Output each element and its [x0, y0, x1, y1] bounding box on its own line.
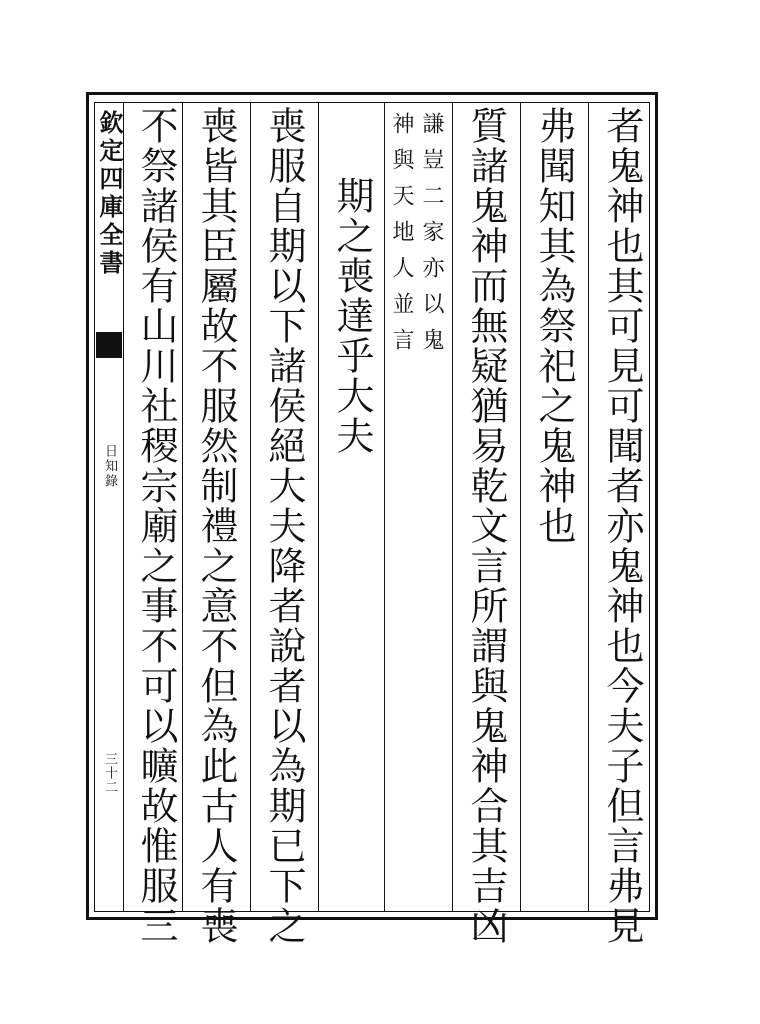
column-divider: [250, 102, 251, 912]
annotation-column-1: 謙豈二家亦以鬼: [419, 112, 444, 364]
text-column-1: 者鬼神也其可見可聞者亦鬼神也今夫子但言弗見: [600, 106, 644, 946]
column-divider: [384, 102, 385, 912]
annotation-column-2: 神與天地人並言: [389, 112, 414, 364]
collection-title: 欽定四庫全書: [95, 110, 124, 278]
text-column-3: 質諸鬼神而無疑猶易乾文言所謂與鬼神合其吉凶: [464, 106, 508, 946]
fishtail-mark: [96, 332, 122, 358]
text-column-6: 不祭諸侯有山川社稷宗廟之事不可以曠故惟服三: [134, 106, 178, 946]
heading-column: 期之喪達乎大夫: [330, 176, 374, 456]
book-title: 日知錄: [102, 444, 117, 489]
column-divider: [452, 102, 453, 912]
page-number: 三十二: [102, 752, 117, 794]
text-column-4: 喪服自期以下諸侯絕大夫降者說者以為期已下之: [262, 106, 306, 946]
text-column-2: 弗聞知其為祭祀之鬼神也: [532, 106, 576, 546]
column-divider: [520, 102, 521, 912]
column-divider: [588, 102, 589, 912]
column-divider: [318, 102, 319, 912]
text-column-5: 喪皆其臣屬故不服然制禮之意不但為此古人有喪: [194, 106, 238, 946]
